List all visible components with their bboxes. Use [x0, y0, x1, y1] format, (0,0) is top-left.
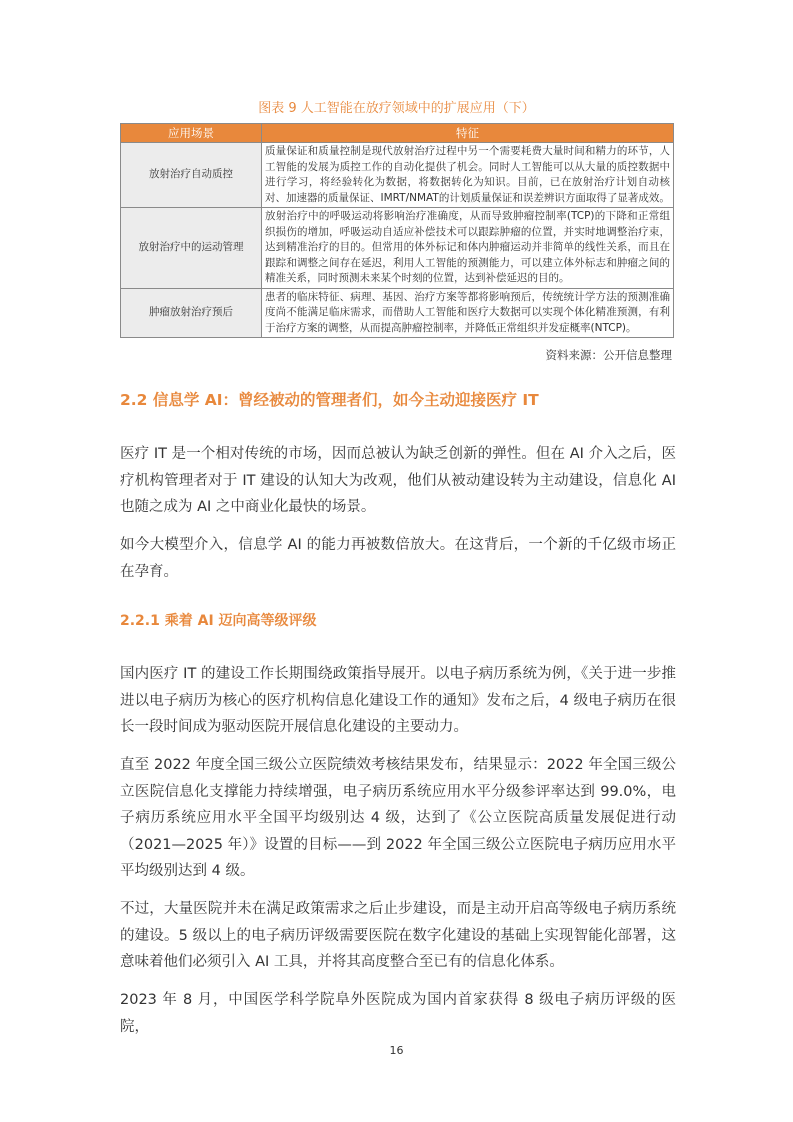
feature-cell: 质量保证和质量控制是现代放射治疗过程中另一个需要耗费大量时间和精力的环节，人工智能的发展为质控工作的自动化提供了机会。同时人工智能可以从大量的质控数据中进行学习，将经验转化为数据，将数据转化为知识。目前，已在放射治疗计划自动核对、加速器的质量保证、IMRT/NMAT的计划质量保证和误差辨识方面取得了显著成效。 — [262, 143, 674, 208]
paragraph: 国内医疗 IT 的建设工作长期围绕政策指导展开。以电子病历系统为例，《关于进一步推进以电子病历为核心的医疗机构信息化建设工作的通知》发布之后，4 级电子病历在很长一段时间成为驱动医院开展信息化建设的主要动力。 — [120, 666, 676, 735]
feature-table — [120, 123, 674, 338]
scene-cell: 肿瘤放射治疗预后 — [121, 288, 262, 338]
page-number: 16 — [389, 1044, 404, 1057]
table-row — [121, 288, 674, 338]
paragraph: 医疗 IT 是一个相对传统的市场，因而总被认为缺乏创新的弹性。但在 AI 介入之后，医疗机构管理者对于 IT 建设的认知大为改观，他们从被动建设转为主动建设，信息化 AI 也随之成为 AI 之中商业化最快的场景。 — [120, 446, 676, 515]
paragraph: 直至 2022 年度全国三级公立医院绩效考核结果发布，结果显示：2022 年全国三级公立医院信息化支撑能力持续增强，电子病历系统应用水平分级参评率达到 99.0%，电子病历系统应用水平全国平均级别达 4 级，达到了《公立医院高质量发展促进行动（2021—2025 年）》设置的目标——到 2022 年全国三级公立医院电子病历应用水平平均级别达到 4 级。 — [120, 757, 676, 879]
section-heading: 2.2 信息学 AI：曾经被动的管理者们，如今主动迎接医疗 IT — [120, 391, 539, 409]
table-source: 资料来源：公开信息整理 — [545, 348, 672, 362]
paragraph: 不过，大量医院并未在满足政策需求之后止步建设，而是主动开启高等级电子病历系统的建设。5 级以上的电子病历评级需要医院在数字化建设的基础上实现智能化部署，这意味着他们必须引入 AI 工具，并将其高度整合至已有的信息化体系。 — [120, 901, 676, 970]
feature-cell: 患者的临床特征、病理、基因、治疗方案等都将影响预后，传统统计学方法的预测准确度尚不能满足临床需求，而借助人工智能和医疗大数据可以实现个体化精准预测，有利于治疗方案的调整，从而提高肿瘤控制率，并降低正常组织并发症概率(NTCP)。 — [262, 288, 674, 338]
scene-cell: 放射治疗自动质控 — [121, 143, 262, 208]
scene-cell: 放射治疗中的运动管理 — [121, 208, 262, 289]
table-row — [121, 143, 674, 208]
paragraph: 2023 年 8 月，中国医学科学院阜外医院成为国内首家获得 8 级电子病历评级的医院， — [120, 992, 676, 1035]
table-caption: 图表 9 人工智能在放疗领域中的扩展应用（下） — [258, 101, 535, 116]
table-header-row — [121, 124, 674, 143]
table-row — [121, 208, 674, 289]
header-feature: 特征 — [262, 124, 674, 143]
subsection-heading: 2.2.1 乘着 AI 迈向高等级评级 — [120, 613, 317, 629]
header-scene: 应用场景 — [121, 124, 262, 143]
feature-cell: 放射治疗中的呼吸运动将影响治疗准确度，从而导致肿瘤控制率(TCP)的下降和正常组织损伤的增加，呼吸运动自适应补偿技术可以跟踪肿瘤的位置，并实时地调整治疗束，达到精准治疗的目的。但常用的体外标记和体内肿瘤运动并非简单的线性关系，而且在跟踪和调整之间存在延迟，利用人工智能的预测能力，可以建立体外标志和肿瘤之间的精准关系，同时预测未来某个时刻的位置，达到补偿延迟的目的。 — [262, 208, 674, 289]
paragraph: 如今大模型介入，信息学 AI 的能力再被数倍放大。在这背后，一个新的千亿级市场正在孕育。 — [120, 537, 676, 580]
